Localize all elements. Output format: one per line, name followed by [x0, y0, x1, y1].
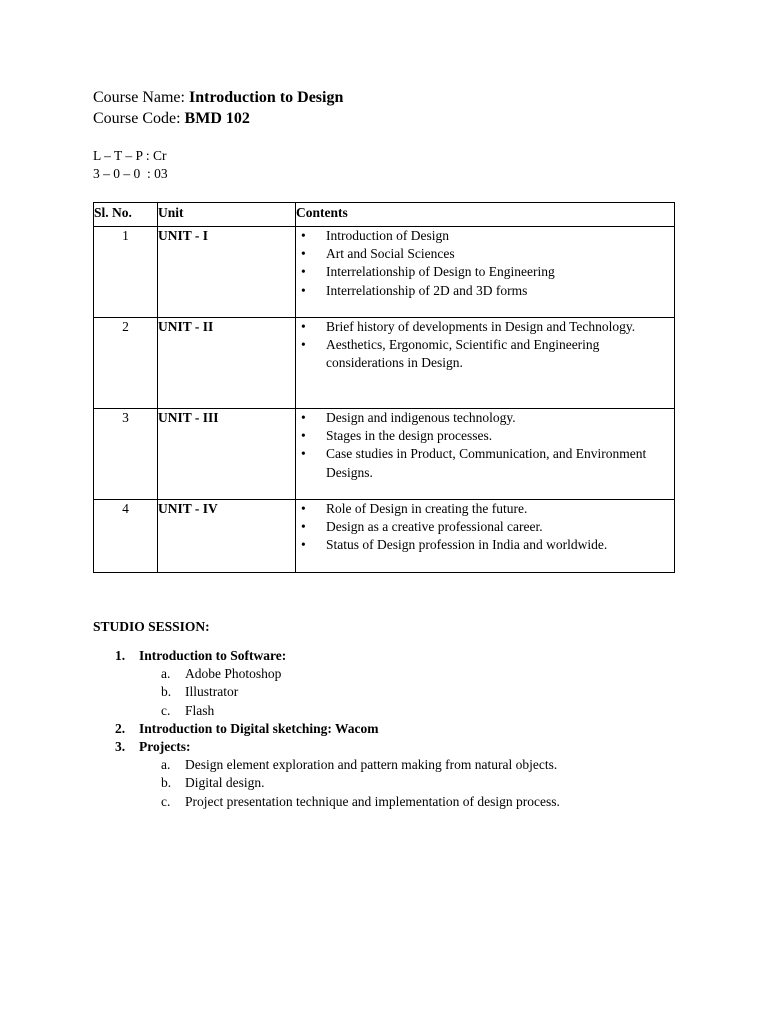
row-sl-no: 4	[94, 500, 158, 573]
course-name-line	[93, 88, 343, 108]
content-item: • Interrelationship of Design to Engineering	[296, 263, 674, 281]
table-row	[94, 500, 675, 573]
course-code-value: BMD 102	[184, 110, 250, 127]
studio-item	[93, 647, 560, 665]
units-table	[93, 202, 675, 573]
studio-subitem-text: Illustrator	[185, 684, 239, 700]
studio-session-list	[93, 647, 560, 811]
studio-subitem	[93, 665, 560, 683]
row-contents	[296, 318, 675, 409]
table-row	[94, 227, 675, 318]
studio-subitem-letter: a.	[161, 666, 171, 682]
row-sl-no: 1	[94, 227, 158, 318]
studio-subitem-letter: c.	[161, 702, 171, 718]
studio-subitem-text: Project presentation technique and implementation of design process.	[185, 793, 560, 809]
course-name-value: Introduction to Design	[188, 89, 344, 106]
row-unit: UNIT - III	[158, 409, 296, 500]
studio-subitem	[93, 774, 560, 792]
ltp-header: L – T – P : Cr	[93, 148, 167, 163]
studio-subitem-letter: a.	[161, 757, 171, 773]
header-contents: Contents	[296, 203, 675, 227]
studio-item-number: 2.	[115, 720, 126, 736]
studio-item	[93, 738, 560, 756]
content-item: • Art and Social Sciences	[296, 245, 674, 263]
content-item: • Brief history of developments in Design and Technology.	[296, 318, 674, 336]
row-unit: UNIT - II	[158, 318, 296, 409]
row-sl-no: 2	[94, 318, 158, 409]
content-item: • Stages in the design processes.	[296, 427, 674, 445]
row-contents	[296, 500, 675, 573]
studio-subitem-letter: b.	[161, 775, 172, 791]
studio-item-number: 1.	[115, 648, 126, 663]
content-item: • Design as a creative professional career.	[296, 518, 674, 536]
course-name-label: Course Name:	[93, 89, 185, 106]
studio-subitem-text: Digital design.	[185, 775, 265, 791]
row-unit: UNIT - IV	[158, 500, 296, 573]
header-unit: Unit	[158, 203, 296, 227]
studio-item-label: Introduction to Software:	[139, 648, 287, 663]
content-item: • Case studies in Product, Communication, and Environment Designs.	[296, 445, 674, 481]
table-row	[94, 409, 675, 500]
studio-item-label: Projects:	[139, 739, 191, 755]
studio-item-label: Introduction to Digital sketching: Wacom	[139, 720, 379, 736]
content-item: • Interrelationship of 2D and 3D forms	[296, 282, 674, 300]
studio-subitem-letter: c.	[161, 793, 171, 809]
studio-item-number: 3.	[115, 739, 126, 755]
content-item: • Aesthetics, Ergonomic, Scientific and Engineering considerations in Design.	[296, 336, 674, 372]
studio-subitem	[93, 793, 560, 811]
studio-subitem	[93, 683, 560, 701]
studio-subitem	[93, 702, 560, 720]
studio-subitem-text: Design element exploration and pattern making from natural objects.	[185, 757, 558, 773]
studio-subitem-text: Adobe Photoshop	[185, 666, 282, 682]
row-unit: UNIT - I	[158, 227, 296, 318]
row-sl-no: 3	[94, 409, 158, 500]
studio-subitem-letter: b.	[161, 684, 172, 700]
studio-subitem	[93, 756, 560, 774]
course-code-line	[93, 109, 250, 129]
table-header-row	[94, 203, 675, 227]
row-contents	[296, 409, 675, 500]
content-item: • Design and indigenous technology.	[296, 409, 674, 427]
studio-item	[93, 720, 560, 738]
studio-session-title: STUDIO SESSION:	[93, 619, 210, 634]
ltp-values: 3 – 0 – 0 : 03	[93, 166, 168, 181]
row-contents	[296, 227, 675, 318]
content-item: • Status of Design profession in India and worldwide.	[296, 536, 674, 554]
course-code-label: Course Code:	[93, 110, 181, 127]
studio-subitem-text: Flash	[185, 702, 215, 718]
content-item: • Role of Design in creating the future.	[296, 500, 674, 518]
header-sl-no: Sl. No.	[94, 203, 158, 227]
content-item: • Introduction of Design	[296, 227, 674, 245]
table-row	[94, 318, 675, 409]
